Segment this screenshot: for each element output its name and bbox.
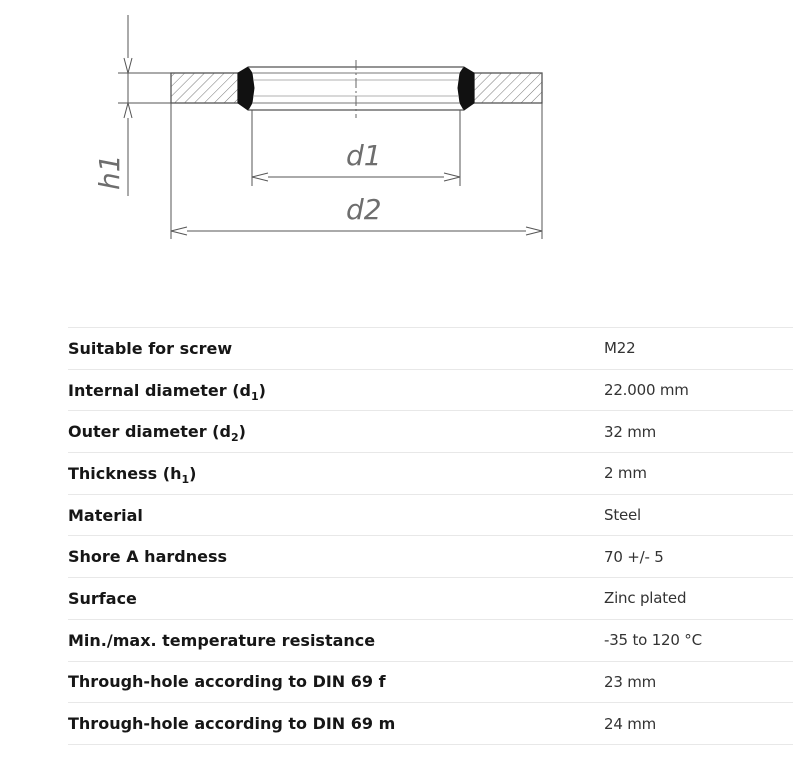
spec-row: [68, 328, 793, 370]
spec-value: 32 mm: [604, 422, 657, 441]
specifications-table: [68, 327, 793, 745]
spec-value: 23 mm: [604, 672, 657, 691]
spec-value: 2 mm: [604, 464, 647, 483]
seal-lip-left: [238, 67, 254, 110]
spec-value: M22: [604, 339, 636, 358]
spec-value: 70 +/- 5: [604, 547, 664, 566]
spec-row: [68, 578, 793, 620]
spec-label: Shore A hardness: [68, 547, 227, 567]
spec-label: Suitable for screw: [68, 338, 233, 358]
spec-row: [68, 536, 793, 578]
spec-label: Through-hole according to DIN 69 m: [68, 714, 396, 734]
spec-value: 22.000 mm: [604, 381, 689, 400]
spec-value: Steel: [604, 506, 642, 525]
spec-row: [68, 411, 793, 453]
spec-row: [68, 703, 793, 745]
spec-row: [68, 494, 793, 536]
spec-label: Through-hole according to DIN 69 f: [68, 672, 386, 692]
seal-lip-right: [458, 67, 474, 110]
thickness-label: h1: [93, 154, 126, 190]
inner-diameter-label: d1: [346, 139, 382, 172]
spec-label: Surface: [68, 588, 137, 608]
washer-left-section: [171, 73, 238, 103]
spec-label: Outer diameter $(d_2)$: [68, 422, 246, 445]
spec-row: [68, 369, 793, 411]
spec-value: Zinc plated: [604, 589, 687, 608]
spec-value: -35 to 120 °C: [604, 631, 702, 650]
spec-row: [68, 661, 793, 703]
outer-diameter-label: d2: [346, 193, 382, 226]
washer-technical-drawing: [0, 0, 793, 300]
spec-value: 24 mm: [604, 714, 657, 733]
spec-label: Material: [68, 505, 143, 525]
spec-label: Min./max. temperature resistance: [68, 630, 376, 650]
spec-label: Thickness $(h_1)$: [68, 463, 197, 487]
spec-label: Internal diameter $(d_1)$: [68, 380, 266, 403]
spec-row: [68, 453, 793, 495]
spec-row: [68, 619, 793, 661]
washer-right-section: [474, 73, 542, 103]
